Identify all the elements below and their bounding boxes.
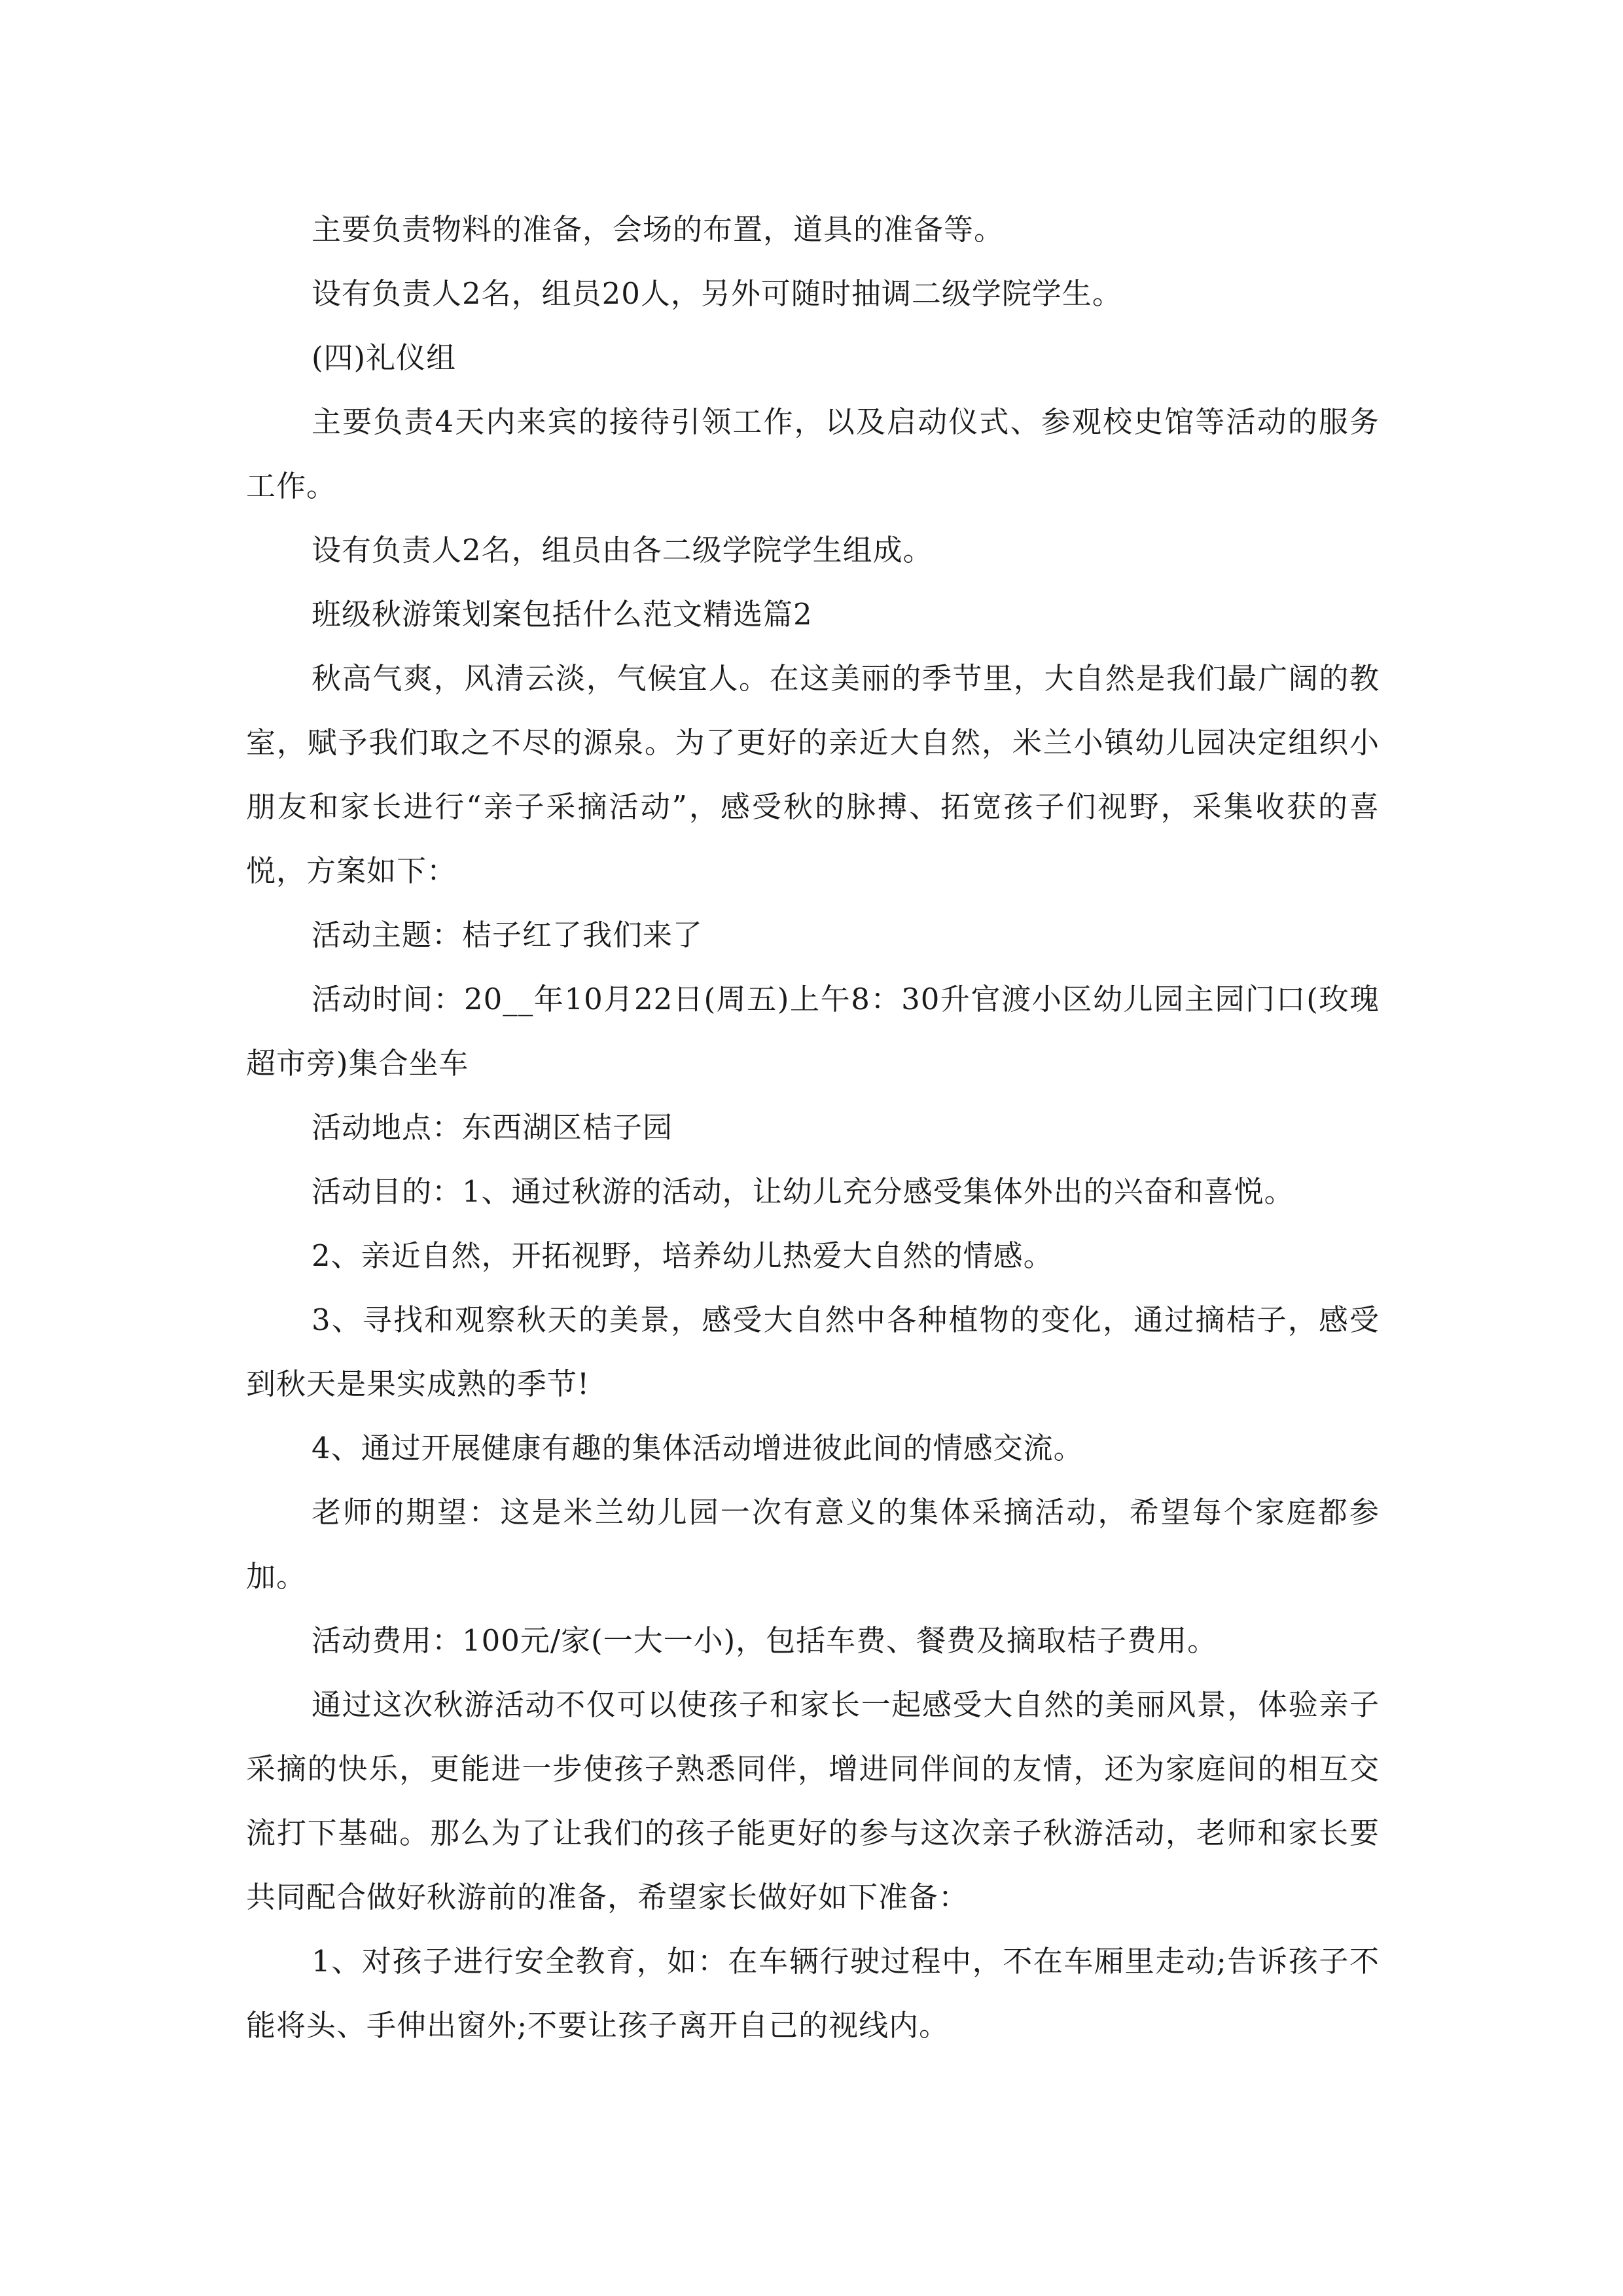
paragraph-etiquette-duty: 主要负责4天内来宾的接待引领工作，以及启动仪式、参观校史馆等活动的服务工作。 <box>246 404 1380 503</box>
paragraph-activity-goal-1: 活动目的：1、通过秋游的活动，让幼儿充分感受集体外出的兴奋和喜悦。 <box>312 1174 1294 1209</box>
paragraph-activity-fee: 活动费用：100元/家(一大一小)，包括车费、餐费及摘取桔子费用。 <box>312 1623 1218 1658</box>
paragraph-activity-goal-3: 3、寻找和观察秋天的美景，感受大自然中各种植物的变化，通过摘桔子，感受到秋天是果实成熟的季节! <box>246 1302 1380 1401</box>
section-heading-etiquette-group: (四)礼仪组 <box>312 340 457 375</box>
paragraph-activity-goal-4: 4、通过开展健康有趣的集体活动增进彼此间的情感交流。 <box>312 1431 1084 1465</box>
paragraph-etiquette-staff: 设有负责人2名，组员由各二级学院学生组成。 <box>312 533 933 567</box>
paragraph-materials-duty: 主要负责物料的准备，会场的布置，道具的准备等。 <box>312 212 1005 247</box>
paragraph-preparation-1: 1、对孩子进行安全教育，如：在车辆行驶过程中，不在车厢里走动;告诉孩子不能将头、手伸出窗外;不要让孩子离开自己的视线内。 <box>246 1944 1380 2043</box>
paragraph-materials-staff: 设有负责人2名，组员20人，另外可随时抽调二级学院学生。 <box>312 276 1122 311</box>
paragraph-activity-goal-2: 2、亲近自然，开拓视野，培养幼儿热爱大自然的情感。 <box>312 1238 1054 1273</box>
paragraph-activity-theme: 活动主题：桔子红了我们来了 <box>312 918 704 952</box>
paragraph-activity-time: 活动时间：20__年10月22日(周五)上午8：30升官渡小区幼儿园主园门口(玫瑰超市旁)集合坐车 <box>246 982 1380 1081</box>
document-body <box>246 198 1380 2058</box>
article-title-part-2: 班级秋游策划案包括什么范文精选篇2 <box>312 597 813 632</box>
paragraph-summary: 通过这次秋游活动不仅可以使孩子和家长一起感受大自然的美丽风景，体验亲子采摘的快乐，更能进一步使孩子熟悉同伴，增进同伴间的友情，还为家庭间的相互交流打下基础。那么为了让我们的孩子能更好的参与这次亲子秋游活动，老师和家长要共同配合做好秋游前的准备，希望家长做好如下准备： <box>246 1687 1380 1914</box>
paragraph-teacher-expectation: 老师的期望：这是米兰幼儿园一次有意义的集体采摘活动，希望每个家庭都参加。 <box>246 1495 1380 1594</box>
paragraph-intro: 秋高气爽，风清云淡，气候宜人。在这美丽的季节里，大自然是我们最广阔的教室，赋予我们取之不尽的源泉。为了更好的亲近大自然，米兰小镇幼儿园决定组织小朋友和家长进行“亲子采摘活动”，感受秋的脉搏、拓宽孩子们视野，采集收获的喜悦，方案如下： <box>246 661 1380 888</box>
paragraph-activity-location: 活动地点：东西湖区桔子园 <box>312 1110 673 1145</box>
